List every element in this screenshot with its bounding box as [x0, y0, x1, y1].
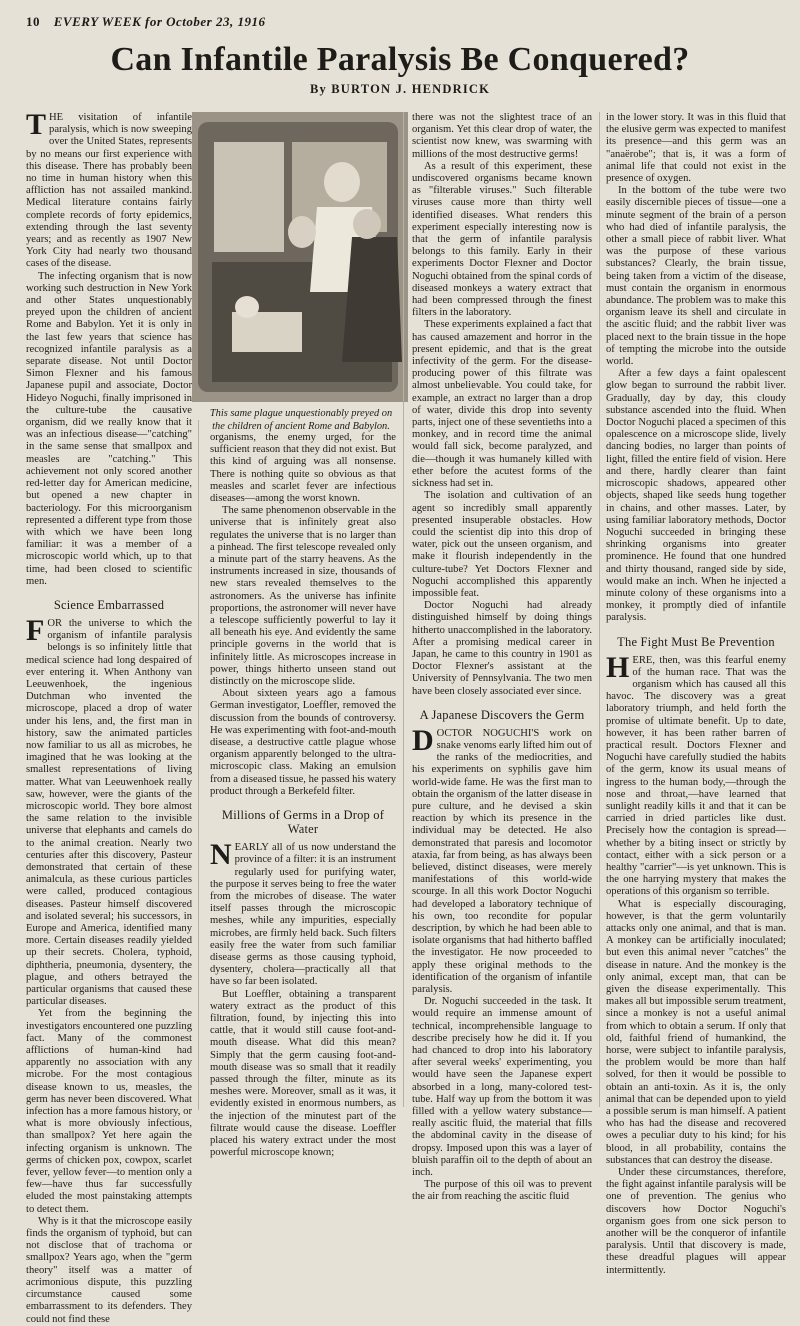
column-4-text: [606, 112, 786, 1276]
paragraph-text: HE visitation of infantile paralysis, which is now sweeping over the United States, represents by no means our first experience with this disease. There has probably been no time in human history when this affliction has not assailed mankind. Medical literature contains fairly complete records of forty epidemics, extending through the last seventy years; and as recently as 1907 New York City had nearly two thousand cases of the disease.: [26, 112, 192, 270]
article-title: Can Infantile Paralysis Be Conquered?: [110, 41, 690, 78]
column-divider: [403, 112, 404, 1107]
paragraph: After a few days a faint opalescent glow began to surround the rabbit liver. Gradually, day by day, this cloudy substance ascended into the fluid. When Doctor Noguchi placed a specimen of this opalescence on a microscope slide, lively dancing bodies, no larger than points of light, filled the entire field of vision. Here and there, hardly clearer than faint microscopic shadows, appeared other objects, shaped like seeds hung together in chains, and other masses. Later, by using familiar laboratory methods, Doctor Noguchi succeeded in bringing these shrinking organisms into greater prominence. He found that one hundred and thirty thousand, ranged side by side, would make an inch. When he injected a minute colony of these organisms into a monkey, it promptly died of infantile paralysis.: [606, 368, 786, 624]
paragraph: in the lower story. It was in this fluid that the elusive germ was expected to manifest its presence—and this germ was an "anaërobe"; that is, it was a form of animal life that could not exist in the presence of oxygen.: [606, 112, 786, 185]
paragraph: The same phenomenon observable in the universe that is infinitely great also regulates the universe that is no larger than a pinhead. The first telescope revealed only a minute part of the starry heavens. As the instruments increased in size, thousands of new stars revealed themselves to the astronomers. As the universe has infinite proportions, the astronomer will never have a telescope sufficiently powerful to lay it all beneath his eye. And evidently the same principle governs in the world that is infinitely little. As microscopes increase in power, things hitherto unseen stand out distinctly on the microscope slide.: [210, 505, 396, 688]
column-2-text: [210, 432, 396, 1159]
photo-caption: [196, 408, 406, 433]
drop-cap: H: [606, 650, 630, 684]
paragraph: [606, 650, 786, 899]
paragraph: [26, 613, 192, 1009]
paragraph: In the bottom of the tube were two easily discernible pieces of tissue—one a minute segment of the brain of a person who had died of infantile paralysis, the other a small piece of rabbit liver. What was the purpose of these various substances? Clearly, the brain tissue, being taken from a victim of the disease, must contain the organism in enormous abundance. The problem was to make this organism leave its shell and circulate in the ascitic fluid; and the rabbit liver was placed next to the brain tissue in the hope of tempting the microbe into the outside world.: [606, 185, 786, 368]
column-1-text: [26, 108, 192, 1325]
paragraph: Why is it that the microscope easily finds the organism of typhoid, but can not disclose that of trachoma or smallpox? Years ago, when the "germ theory" itself was a matter of acrimonious dispute, this puzzling circumstance caused some embarrassment to its defenders. They could not find these: [26, 1215, 192, 1325]
paragraph: What is especially discouraging, however, is that the germ voluntarily attacks only one animal, and that is man. A monkey can be artificially inoculated; but even this animal never "catches" the disease in nature. And the monkey is the only animal, except man, that can be given the disease experimentally. This makes all but impossible serum treatment, since a monkey is not a useful animal from which to obtain a serum. If only that old, faithful friend of humankind, the horse, were subject to infantile paralysis, the problem would be more than half solved, for then it would be possible to obtain an anti-toxin. As it is, the only animal that can be depended upon to yield a possible serum is man himself. A patient who has had the disease and recovered owes a peculiar duty to his kind; for his blood, in all probability, contains the substances that can destroy the disease.: [606, 898, 786, 1166]
paragraph-text: OR the universe to which the organism of infantile paralysis belongs is so infinitely little that medical science had long despaired of ever entering it. When Anthony van Leeuwenhoek, the ingenious Dutchman who invented the microscope, placed a drop of water under his lens, and, the first man in history, saw the animated particles now familiar to us all as microbes, he imagined that he was looking at the smallest representations of living matter. What van Leeuwenhoek really saw, however, were the giants of the microscopic world. They bore almost the same relation to the invisible universe that elephants and camels do to the animal creation. Nearly two centuries after this discovery, Pasteur demonstrated that certain of these animalcula, as these curious particles were called, produced contagious diseases. Pasteur himself discovered and isolated several; his successors, in Europe and America, identified many more. Certain diseases readily yielded up their secrets. Cholera, typhoid, diphtheria, pneumonia, dysentery, the plague, and others betrayed the particular organisms that caused these particular diseases.: [26, 617, 192, 1008]
drop-cap: T: [26, 108, 47, 141]
section-heading: Millions of Germs in a Drop of Water: [221, 808, 385, 837]
section-heading: The Fight Must Be Prevention: [617, 634, 775, 649]
article-photo: [192, 112, 408, 402]
column-divider: [198, 420, 199, 1110]
paragraph: The purpose of this oil was to prevent the air from reaching the ascitic fluid: [412, 1179, 592, 1203]
paragraph: The isolation and cultivation of an agent so incredibly small apparently presented insuperable obstacles. How could the scientist dip into this drop of water, pick out the unseen organism, and make it flourish independently in the culture-tube? Yet Doctors Flexner and Noguchi accomplished this apparently impossible feat.: [412, 490, 592, 599]
section-heading: A Japanese Discovers the Germ: [419, 707, 585, 722]
paragraph: [210, 838, 396, 988]
paragraph-text: EARLY all of us now understand the province of a filter: it is an instrument regularly used for purifying water, the purpose it serves being to free the water from the microbes of disease. The water itself passes through the microscopic meshes, while any impurities, especially microbes, are firmly held back. Such filters easily free the water from such familiar disease germs as those causing typhoid, dysentery, cholera—practically all that have so far been isolated.: [210, 842, 396, 988]
page-number: 10: [26, 14, 40, 29]
masthead: EVERY WEEK for October 23, 1916: [53, 14, 266, 29]
caption-line: the children of ancient Rome and Babylon.: [212, 420, 390, 432]
drop-cap: F: [26, 613, 45, 647]
paragraph: Dr. Noguchi succeeded in the task. It would require an immense amount of technical, incomprehensible language to describe precisely how he did it. If you had chanced to drop into his laboratory after several weeks' experimenting, you would have seen the Japanese expert absorbed in a long, many-colored test-tube. Half way up from the bottom it was filled with a yellow watery substance—really ascitic fluid, the material that fills the abdominal cavity in the disease of dropsy. Imposed upon this was a layer of bluish paraffin oil to the depth of about an inch.: [412, 996, 592, 1179]
paragraph: But Loeffler, obtaining a transparent watery extract as the product of this filtration, found, by injecting this into cattle, that it would still cause foot-and-mouth disease. What did this mean? Simply that the germ causing foot-and-mouth disease was so small that it readily passed through the filter, minute as its meshes were. Moreover, small as it was, it evidently existed in enormous numbers, as the injection of the minutest part of the filtrate would cause the disease. Loeffler placed his watery extract under the most powerful microscope known;: [210, 988, 396, 1159]
paragraph: Doctor Noguchi had already distinguished himself by doing things hitherto unaccomplished in the laboratory. After a promising medical career in Japan, he came to this country in 1901 as Doctor Flexner's assistant at the University of Pennsylvania. The two men have been closely associated ever since.: [412, 600, 592, 697]
photo-illustration: [192, 112, 408, 402]
paragraph: The infecting organism that is now working such destruction in New York and other States unquestionably preyed upon the children of ancient Rome and Babylon. Yet it is only in the last few years that science has recognized infantile paralysis as a separate disease. Not until Doctor Simon Flexner and his famous Japanese pupil and associate, Doctor Hideyo Noguchi, finally imprisoned in the culture-tube the causative organism, did we really know that it was an infectious disease—"catching" in the same sense that smallpox and measles are "catching." This achievement not only scored another red-letter day for American medicine, but opened a new chapter in bacteriology. For this microorganism represented a different type from those with which we have been long familiar: it was a member of a microscopic world which, up to that time, had been closed to scientific men.: [26, 270, 192, 587]
caption-line: This same plague unquestionably preyed on: [209, 408, 393, 419]
column-divider: [599, 112, 600, 1107]
running-header: [26, 14, 786, 32]
section-heading: Science Embarrassed: [53, 597, 165, 612]
paragraph: [412, 723, 593, 996]
paragraph: [26, 108, 192, 271]
paragraph: About sixteen years ago a famous German investigator, Loeffler, removed the discussion from the bounds of controversy. He was experimenting with foot-and-mouth disease, a destructive cattle plague whose organism apparently belonged to the ultra-microscopic class. Making an emulsion from a diseased tissue, he passed his watery product through a Berkefeld filter.: [210, 688, 396, 797]
paragraph: Under these circumstances, therefore, the fight against infantile paralysis will be one of prevention. The genius who discovers how Doctor Noguchi's organism goes from one sick person to another will be the conqueror of infantile paralysis. Until that discovery is made, these dreadful plagues will appear intermittently.: [606, 1167, 786, 1276]
paragraph-text: OCTOR NOGUCHI'S work on snake venoms early lifted him out of the ranks of the mediocrities, and his experiments on syphilis gave him world-wide fame. He was the first man to obtain the organism of the latter disease in pure culture, and he devised a skin reaction by which its presence in the individual may be detected. He also demonstrated that paresis and locomotor ataxia, far from being, as has always been believed, distinct diseases, were merely manifestations of this world-wide scourge. In all this work Doctor Noguchi had developed a laboratory technique of his own, too recondite for popular description, by which he had been able to isolate organisms that had hitherto baffled the investigator. He now proceeded to apply these original methods to the identification of the organism of infantile paralysis.: [412, 727, 593, 996]
drop-cap: N: [210, 838, 232, 872]
paragraph: Yet from the beginning the investigators encountered one puzzling fact. Many of the commonest afflictions of human-kind had apparently no association with any microbe. For the most contagious disease known to us, measles, the germ has never been discovered. What infection has a more famous history, or what is more obviously infectious, than smallpox? Yet here again the infecting organism is unknown. The germs of chicken pox, cowpox, scarlet fever, yellow fever—to mention only a few—have thus far successfully eluded the most painstaking attempts to detect them.: [26, 1008, 192, 1215]
paragraph: there was not the slightest trace of an organism. Yet this clear drop of water, the scientist now knew, was swarming with millions of the most destructive germs!: [412, 112, 592, 160]
paragraph: As a result of this experiment, these undiscovered organisms became known as "filterable viruses." Such filterable viruses cause more than thirty well identified diseases. What renders this experiment especially interesting now is that the germ of infantile paralysis belongs to this family. Early in their experiments Doctor Flexner and Doctor Noguchi obtained from the spinal cords of diseased monkeys a watery extract that had been compressed through the finest filters in the laboratory.: [412, 160, 592, 319]
column-3-text: [412, 112, 593, 1203]
paragraph-text: ERE, then, was this fearful enemy of the human race. That was the organism which has caused all this havoc. The discovery was a great laboratory triumph, and held forth the promise of ultimate benefit. Up to date, however, it has been rather barren of practical result. Doctors Flexner and Noguchi have carefully studied the habits of the germ, know its usual means of ingress to the human body,—through the nose and throat,—have learned that sunlight readily kills it and that it can be carried in dried particles like dust. Precisely how the contagion is spread—whether by a biting insect or strictly by contact, either with a sick person or a healthy "carrier"—is yet unknown. This is the one harrying mystery that makes the operations of this organism so terrible.: [606, 654, 786, 898]
drop-cap: D: [412, 723, 434, 757]
paragraph: These experiments explained a fact that has caused amazement and horror in the present epidemic, and that is the great infectivity of the germ. For the disease-producing power of this filtrate was almost unbelievable. You could take, for example, an extract no larger than a drop of water, divide this drop into seventy parts, inject one of these seventieths into a monkey, and in record time the animal would fall sick, become paralyzed, and die—though it was humanely killed with ether before the acutest forms of the sickness had set in.: [412, 319, 592, 490]
byline: By BURTON J. HENDRICK: [309, 82, 491, 96]
paragraph: organisms, the enemy urged, for the sufficient reason that they did not exist. But this kind of arguing was all nonsense. There is nothing quite so obvious as that measles and scarlet fever are infectious diseases—among the worst known.: [210, 432, 396, 505]
